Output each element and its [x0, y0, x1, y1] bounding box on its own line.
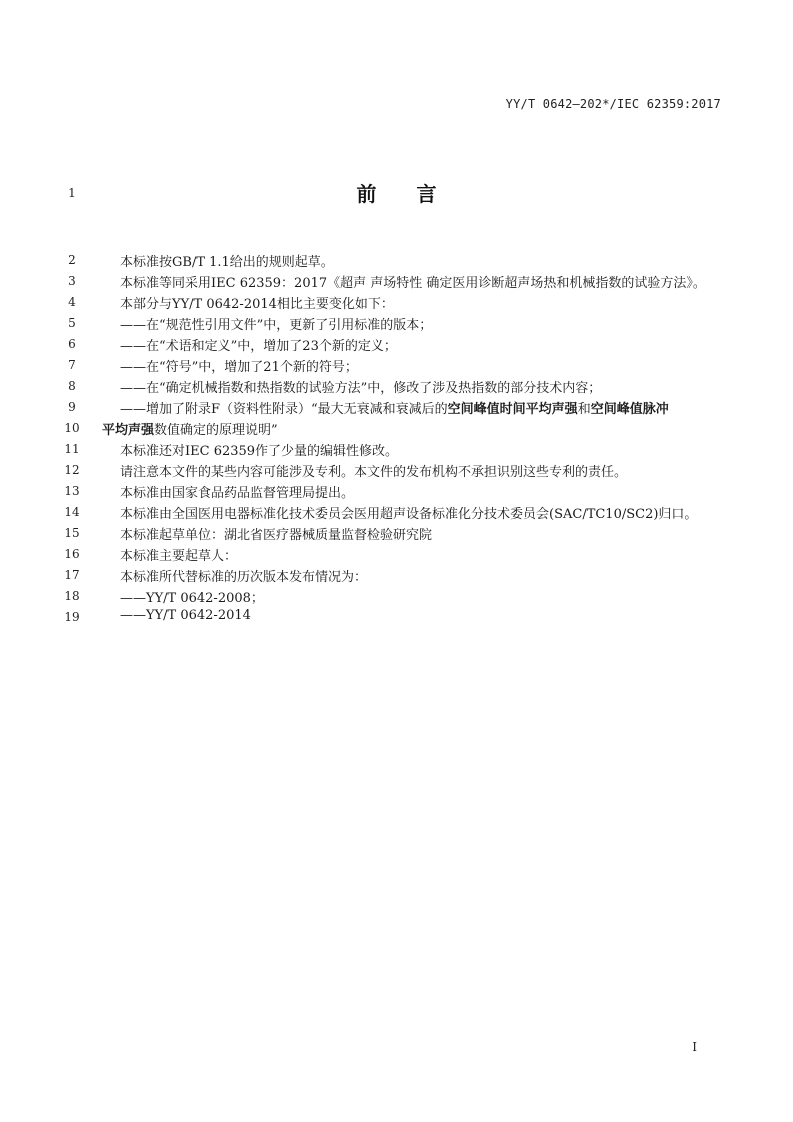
text-line: 本标准主要起草人： — [120, 549, 238, 564]
text-line: ——在“符号”中，增加了21个新的符号； — [120, 360, 358, 375]
line-number: 14 — [64, 505, 80, 519]
page-number: I — [692, 1040, 697, 1054]
text-line — [102, 419, 278, 438]
text-line — [120, 398, 669, 417]
text-line: 本标准由全国医用电器标准化技术委员会医用超声设备标准化分技术委员会(SAC/TC10/SC2)归口。 — [120, 507, 698, 522]
text-segment-bold: 空间峰值时间平均声强 — [447, 402, 578, 417]
line-number: 18 — [64, 589, 80, 603]
text-line: ——在“术语和定义”中，增加了23个新的定义； — [120, 339, 397, 354]
line-number: 19 — [64, 610, 80, 624]
text-line: 本标准所代替标准的历次版本发布情况为： — [120, 570, 368, 585]
text-segment: ——增加了附录F（资料性附录）“最大无衰减和衰减后的 — [120, 402, 448, 417]
text-line: 本标准等同采用IEC 62359：2017《超声 声场特性 确定医用诊断超声场热和机械指数的试验方法》。 — [120, 276, 706, 291]
document-code: YY/T 0642—202*/IEC 62359:2017 — [505, 97, 721, 111]
line-number: 1 — [68, 186, 76, 200]
page-title — [0, 178, 793, 207]
line-number: 5 — [68, 316, 76, 330]
line-number: 6 — [68, 337, 76, 351]
title-char-1: 前 — [356, 182, 377, 206]
text-segment: 数值确定的原理说明” — [154, 423, 278, 438]
text-line: ——YY/T 0642-2008； — [120, 591, 264, 606]
text-segment-bold: 平均声强 — [102, 423, 155, 438]
text-line: 本部分与YY/T 0642-2014相比主要变化如下： — [120, 297, 394, 312]
title-char-2: 言 — [416, 182, 437, 206]
text-line: 请注意本文件的某些内容可能涉及专利。本文件的发布机构不承担识别这些专利的责任。 — [120, 465, 628, 480]
text-segment-bold: 空间峰值脉冲 — [590, 402, 669, 417]
text-line: 本标准由国家食品药品监督管理局提出。 — [120, 486, 355, 501]
line-number: 10 — [64, 421, 80, 435]
text-segment: 和 — [577, 402, 591, 417]
text-line: ——在“规范性引用文件”中，更新了引用标准的版本； — [120, 318, 433, 333]
line-number: 3 — [68, 274, 76, 288]
line-number: 2 — [68, 253, 76, 267]
line-number: 12 — [64, 463, 80, 477]
line-number: 9 — [68, 400, 76, 414]
text-line: 本标准按GB/T 1.1给出的规则起草。 — [120, 255, 334, 270]
line-number: 17 — [64, 568, 80, 582]
line-number: 4 — [68, 295, 76, 309]
line-number: 13 — [64, 484, 80, 498]
text-line: 本标准起草单位：湖北省医疗器械质量监督检验研究院 — [120, 528, 433, 543]
text-line: 本标准还对IEC 62359作了少量的编辑性修改。 — [120, 444, 399, 459]
line-number: 8 — [68, 379, 76, 393]
line-number: 7 — [68, 358, 76, 372]
line-number: 16 — [64, 547, 80, 561]
text-line: ——YY/T 0642-2014 — [120, 608, 251, 623]
line-number: 11 — [64, 442, 80, 456]
text-line: ——在“确定机械指数和热指数的试验方法”中，修改了涉及热指数的部分技术内容； — [120, 381, 602, 396]
line-number: 15 — [64, 526, 80, 540]
